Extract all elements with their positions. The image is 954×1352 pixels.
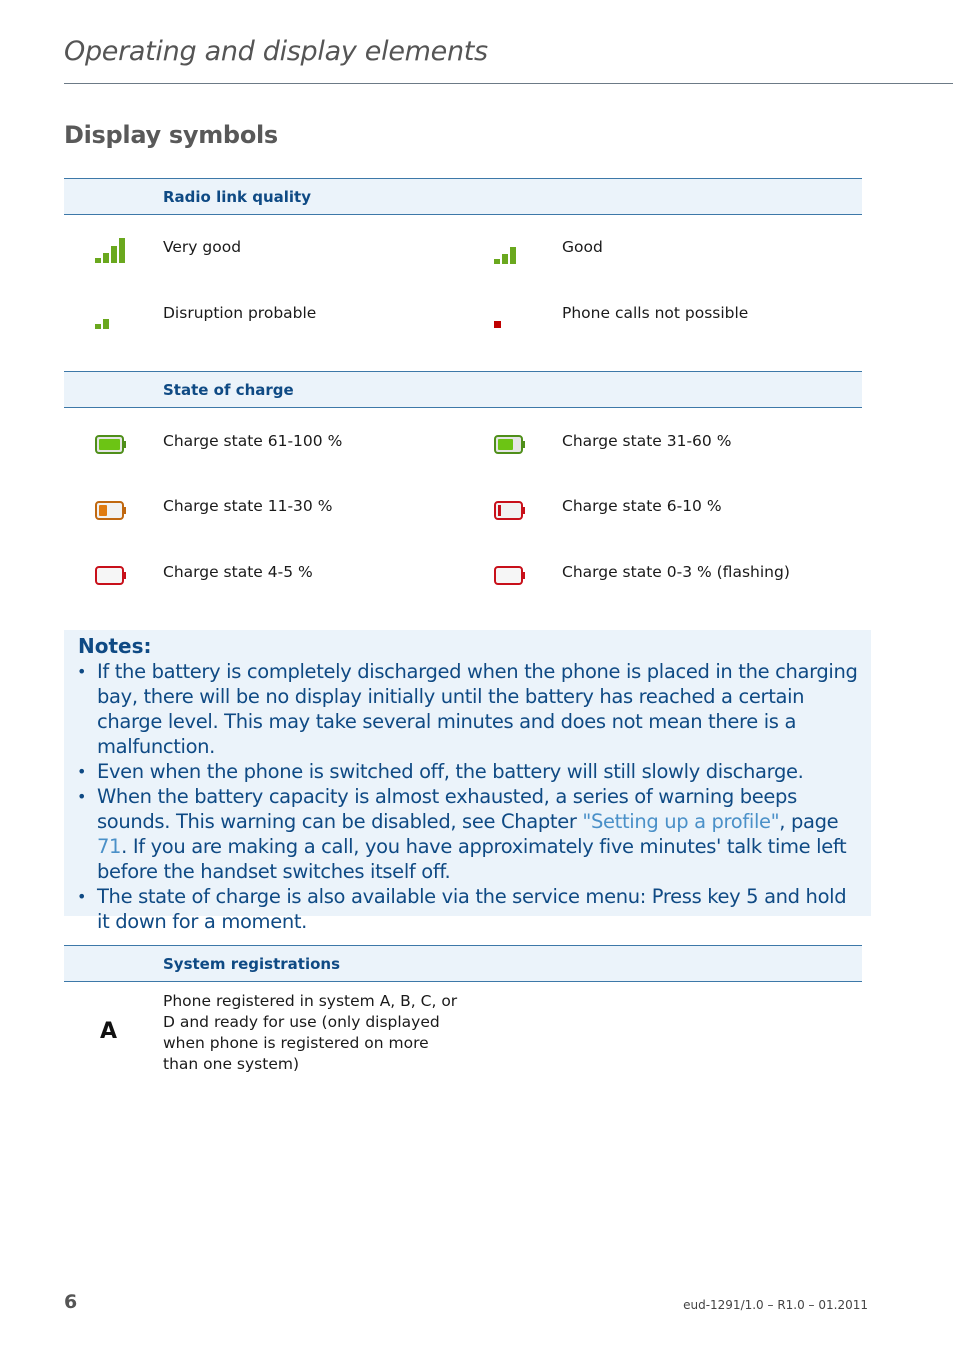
note-item xyxy=(64,784,864,884)
battery-empty-icon xyxy=(95,566,127,586)
radio-disruption-label: Disruption probable xyxy=(163,304,317,322)
charge-4-5-label: Charge state 4-5 % xyxy=(163,563,313,581)
radio-good-label: Good xyxy=(562,238,603,256)
charge-6-10-label: Charge state 6-10 % xyxy=(562,497,722,515)
charge-0-3-label: Charge state 0-3 % (flashing) xyxy=(562,563,790,581)
charge-table-header xyxy=(64,371,862,408)
battery-medium-icon xyxy=(494,435,526,455)
battery-very-low-icon xyxy=(494,501,526,521)
notes-title: Notes: xyxy=(78,634,152,658)
bullet-icon: • xyxy=(77,787,87,806)
charge-11-30-label: Charge state 11-30 % xyxy=(163,497,333,515)
note-text: , page xyxy=(779,810,839,833)
notes-box xyxy=(64,630,871,933)
document-reference: eud-1291/1.0 – R1.0 – 01.2011 xyxy=(683,1298,868,1312)
note-text: If the battery is completely discharged when the phone is placed in the charging bay, there will be no display initially until the battery has reached a certain charge level. This may take several minutes and does not mean there is a malfunction. xyxy=(97,660,858,758)
note-text: Even when the phone is switched off, the battery will still slowly discharge. xyxy=(97,760,804,783)
bullet-icon: • xyxy=(77,762,87,781)
page-number: 6 xyxy=(64,1291,78,1313)
system-table-header xyxy=(64,945,862,982)
note-item xyxy=(64,884,864,934)
battery-full-icon xyxy=(95,435,127,455)
system-registered-label: Phone registered in system A, B, C, or D and ready for use (only displayed when phone is registered on more than one system) xyxy=(163,992,458,1073)
bullet-icon: • xyxy=(77,662,87,681)
charge-header-label: State of charge xyxy=(163,381,294,399)
note-text: When the battery capacity is almost exhausted, a series of warning beeps sounds. This warning can be disabled, see Chapter xyxy=(97,785,797,833)
chapter-title: Operating and display elements xyxy=(64,36,488,67)
signal-4-bars-icon xyxy=(95,238,127,264)
battery-empty-flashing-icon xyxy=(494,566,526,586)
note-item xyxy=(64,759,864,784)
charge-61-100-label: Charge state 61-100 % xyxy=(163,432,343,450)
page-link[interactable]: 71 xyxy=(97,835,122,858)
chapter-rule xyxy=(64,83,953,84)
signal-none-icon xyxy=(494,321,502,329)
signal-3-bars-icon xyxy=(494,245,518,265)
radio-not-possible-label: Phone calls not possible xyxy=(562,304,749,322)
radio-header-label: Radio link quality xyxy=(163,188,312,206)
system-header-label: System registrations xyxy=(163,955,340,973)
note-text: . If you are making a call, you have approximately five minutes' talk time left before the handset switches itself off. xyxy=(97,835,847,883)
section-title: Display symbols xyxy=(64,121,278,149)
system-letter-icon: A xyxy=(100,1019,118,1044)
notes-list xyxy=(64,659,864,934)
radio-very-good-label: Very good xyxy=(163,238,242,256)
bullet-icon: • xyxy=(77,887,87,906)
signal-2-bars-icon xyxy=(95,317,111,331)
note-item xyxy=(64,659,864,759)
radio-table-header xyxy=(64,178,862,215)
battery-low-icon xyxy=(95,501,127,521)
charge-31-60-label: Charge state 31-60 % xyxy=(562,432,732,450)
note-text: The state of charge is also available via the service menu: Press key 5 and hold it down for a moment. xyxy=(97,885,847,933)
chapter-link[interactable]: "Setting up a profile" xyxy=(582,810,780,833)
